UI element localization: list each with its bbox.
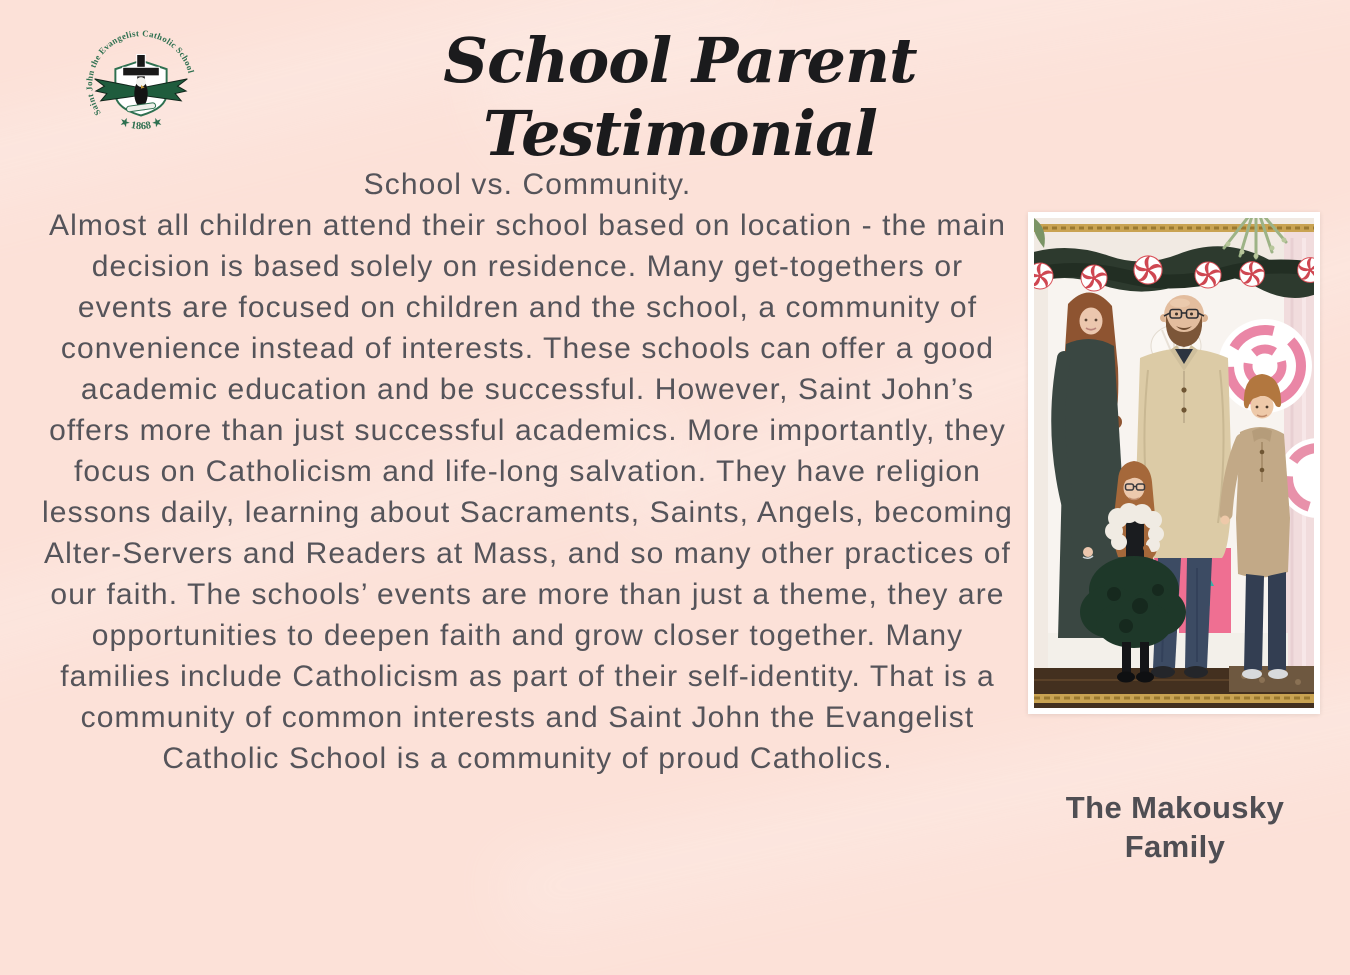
logo-year-text: ★ 1868 ★ [118, 116, 164, 133]
family-photo [1028, 212, 1320, 714]
page-title: School Parent Testimonial [443, 24, 917, 170]
school-seal-icon [80, 24, 202, 146]
svg-text:★ 1868 ★ [117, 116, 164, 132]
photo-caption: The Makousky Family [1065, 790, 1285, 864]
testimonial-heading: School vs. Community. [363, 168, 692, 201]
testimonial-text-block [40, 164, 1015, 779]
logo-ring-text: Saint John the Evangelist Catholic School [84, 28, 197, 118]
family-photo-illustration [1034, 218, 1314, 708]
eagle-icon [95, 77, 188, 112]
testimonial-body: Almost all children attend their school based on location - the main decision is based solely on residence. Many get-togethers or events are focused on children and the school, a community of convenience instead of interests. These schools can offer a good academic education and be successful. However, Saint John’s offers more than just successful academics. More importantly, they focus on Catholicism and life-long salvation. They have religion lessons daily, learning about Sacraments, Saints, Angels, becoming Alter-Servers and Readers at Mass, and so many other practices of our faith. The schools’ events are more than just a theme, they are opportunities to deepen faith and grow closer together. Many families include Catholicism as part of their self-identity. That is a community of common interests and Saint John the Evangelist Catholic School is a community of proud Catholics. [42, 209, 1013, 775]
